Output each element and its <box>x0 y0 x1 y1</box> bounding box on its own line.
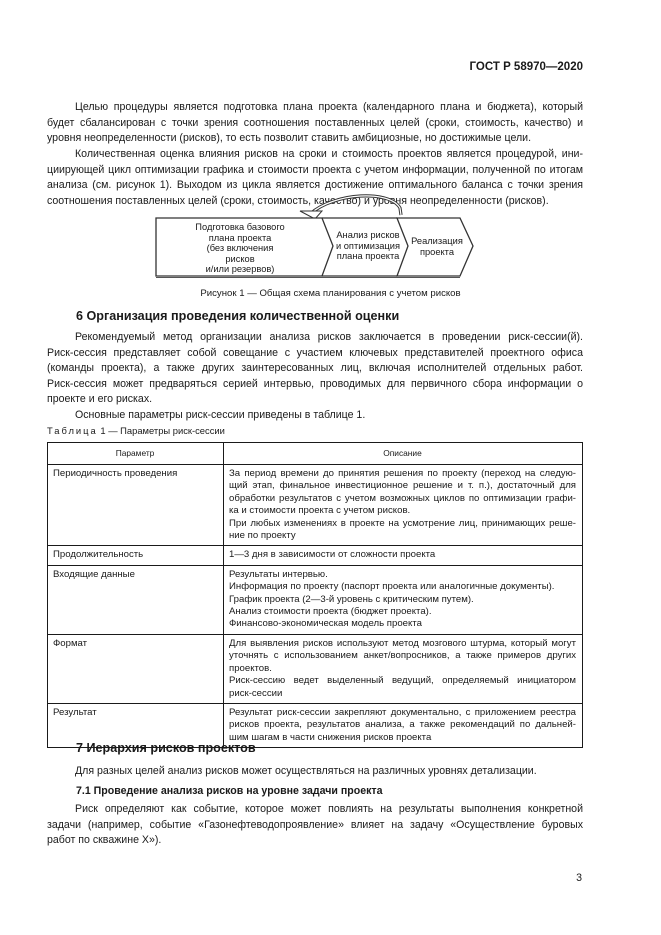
text-line: Риск-сессия представляет собой совещание с участием ключевых представителей проектного офиса <box>47 346 583 359</box>
desc-cell <box>224 703 583 747</box>
param-cell: Формат <box>48 634 224 703</box>
text-line: щий этап, финальное инвестиционное решение и т. п.), достаточный для <box>229 480 576 492</box>
text-line: рисков проекта, результатов анализа, а также рекомендаций по дальней- <box>229 719 576 731</box>
text-line: проекте и его рисках. <box>47 393 153 406</box>
text-line: Анализ рисков <box>336 230 400 240</box>
text-line: задачи (например, событие «Газонефтеводопроявление» влияет на задачу «Осуществление буровых <box>47 818 583 831</box>
diagram-step-1-label <box>156 222 324 275</box>
text-line: (команды проекта), а также других заинтересованных лиц, включая исполнителей отдельных работ. <box>47 362 583 375</box>
table-row <box>48 546 583 565</box>
text-line: За период времени до принятия решения по проекту (переход на следую- <box>229 468 576 479</box>
param-cell: Результат <box>48 703 224 747</box>
table-row <box>48 565 583 634</box>
text-line: проекта <box>419 247 455 257</box>
text-line: Результаты интервью. <box>229 568 328 580</box>
section-6-paragraph-1 <box>47 330 583 408</box>
text-line: 1—3 дня в зависимости от сложности проекта <box>229 549 436 561</box>
text-line: Риск-сессию ведет выделенный ведущий, определяемый инициатором <box>229 675 576 687</box>
table-caption <box>47 425 225 436</box>
section-7-heading: 7 Иерархия рисков проектов <box>76 741 256 755</box>
text-line: уточнять с использованием анкет/вопросников, а также примеров других <box>229 650 576 662</box>
page-number: 3 <box>576 872 582 884</box>
text-line: Финансово-экономическая модель проекта <box>229 618 422 630</box>
text-line: и оптимизация <box>335 240 400 251</box>
text-line: Количественная оценка влияния рисков на сроки и стоимость проектов является процедурой, ини- <box>75 148 583 160</box>
text-line: уровня неопределенности (рисков), то есть позволит ставить амбициозные, но достижимые цели. <box>47 132 532 145</box>
text-line: риск-сессии <box>229 687 283 699</box>
desc-cell <box>224 634 583 703</box>
table-row <box>48 465 583 546</box>
intro-paragraph-1 <box>47 100 583 147</box>
text-line: Риск-сессия может предваряться серией интервью, проводимых для первичного сбора информации о <box>47 377 583 390</box>
table-header-row <box>48 443 583 465</box>
text-line: циирующей цикл оптимизации графика и стоимости проекта с учетом информации, полученной по итогам <box>47 163 583 176</box>
text-line: проектов. <box>229 662 272 674</box>
text-line: График проекта (2—3-й уровень с критическим путем). <box>229 593 474 605</box>
text-line: При любых изменениях в проекте на усмотрение лиц, принимающих реше- <box>229 517 576 529</box>
section-7-paragraph: Для разных целей анализ рисков может осуществляться на различных уровнях детализации. <box>75 765 537 777</box>
table-row <box>48 634 583 703</box>
text-line: Для выявления рисков используют метод мозгового штурма, который могут <box>229 637 576 649</box>
text-line: рисков <box>225 253 255 264</box>
param-cell: Входящие данные <box>48 565 224 634</box>
risk-session-parameters-table <box>47 442 583 748</box>
text-line: (без включения <box>206 243 274 254</box>
text-line: и/или резервов) <box>205 264 275 275</box>
text-line: Анализ стоимости проекта (бюджет проекта). <box>229 606 432 618</box>
text-line: Целью процедуры является подготовка плана проекта (календарного плана и бюджета), который <box>75 101 583 113</box>
text-line: будет сбалансирован с точки зрения соотношения поставленных целей (сроки, стоимость, качество) и <box>47 116 583 129</box>
section-6-heading: 6 Организация проведения количественной оценки <box>76 309 400 323</box>
text-line: соотношения поставленных целей (сроки, стоимость, качество) и уровня неопределенности (рисков). <box>47 194 549 207</box>
text-line: плана проекта <box>336 251 400 262</box>
column-header-description: Описание <box>224 443 583 465</box>
subsection-7-1-heading: 7.1 Проведение анализа рисков на уровне задачи проекта <box>76 785 383 797</box>
text-line: Результат риск-сессии закрепляют документально, с приложением реестра <box>229 706 576 718</box>
param-cell: Продолжительность <box>48 546 224 565</box>
text-line: работ по скважине Х»). <box>47 834 162 847</box>
table-caption-prefix: Таблица <box>47 425 98 436</box>
text-line: плана проекта <box>208 232 272 243</box>
feedback-arrow-icon <box>300 196 401 219</box>
text-line: Реализация <box>411 236 463 246</box>
desc-cell <box>224 565 583 634</box>
section-6-paragraph-2: Основные параметры риск-сессии приведены в таблице 1. <box>75 409 366 421</box>
text-line: Риск определяют как событие, которое может повлиять на результаты выполнения конкретной <box>75 803 583 815</box>
text-line: обработки результатов с учетом возможных циклов по оптимизации графи- <box>229 492 576 504</box>
text-line: ка и стоимости проекта с учетом рисков. <box>229 505 411 517</box>
text-line: Рекомендуемый метод организации анализа рисков заключается в проведении риск-сессии(й). <box>75 331 583 343</box>
diagram-step-2-label <box>325 230 411 262</box>
text-line: шим шагам в части снижения рисков проекта <box>229 731 432 743</box>
figure-caption: Рисунок 1 — Общая схема планирования с учетом рисков <box>200 288 461 299</box>
figure-1-diagram <box>150 190 480 280</box>
table-caption-title: 1 — Параметры риск-сессии <box>97 425 225 436</box>
param-cell: Периодичность проведения <box>48 465 224 546</box>
text-line: Информация по проекту (паспорт проекта или аналогичные документы). <box>229 581 555 593</box>
desc-cell <box>224 546 583 565</box>
subsection-7-1-paragraph <box>47 802 583 849</box>
text-line: ние по проекту <box>229 530 296 542</box>
desc-cell <box>224 465 583 546</box>
column-header-parameter: Параметр <box>48 443 224 465</box>
document-header-id: ГОСТ Р 58970—2020 <box>469 61 583 73</box>
text-line: анализа (см. рисунок 1). Выходом из цикла является достижение оптимального баланса с точки зрения <box>47 179 583 192</box>
diagram-step-3-label <box>406 236 468 258</box>
text-line: Подготовка базового <box>195 222 285 232</box>
